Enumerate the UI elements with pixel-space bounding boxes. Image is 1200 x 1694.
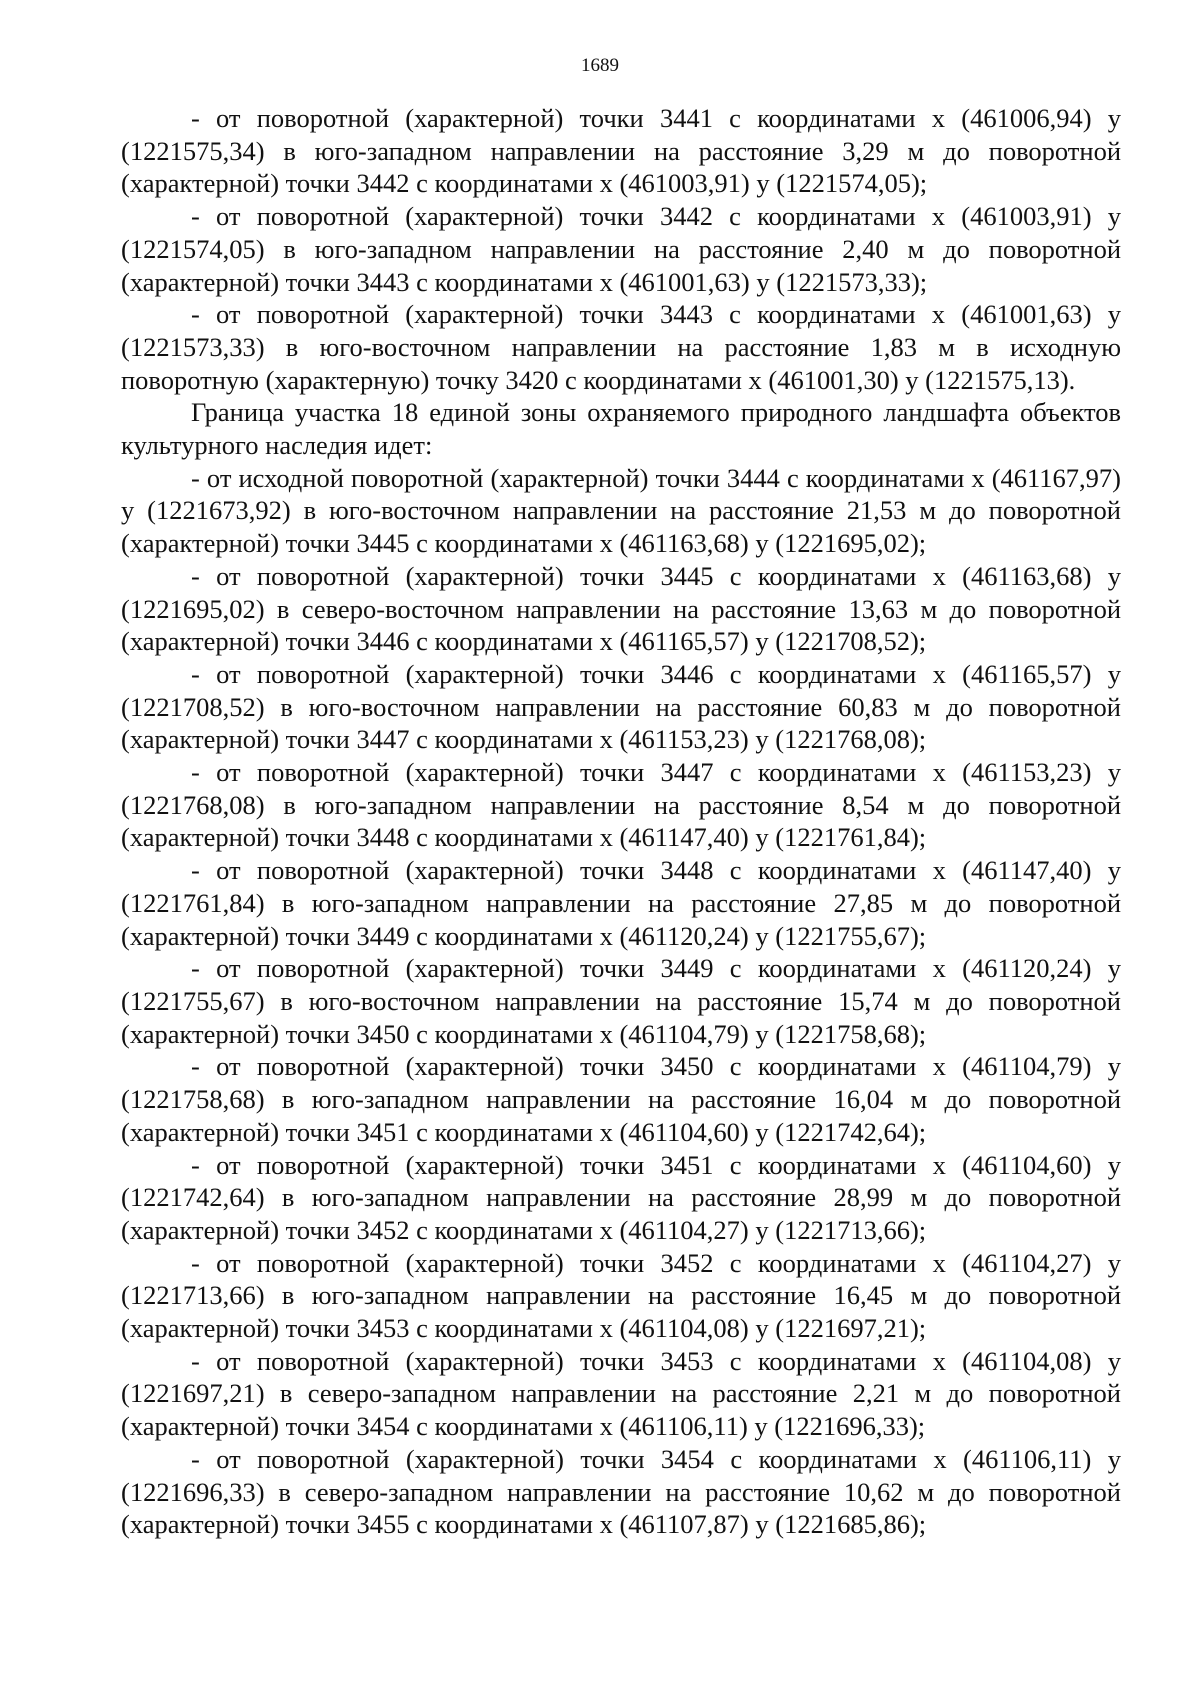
paragraph-point-3448: - от поворотной (характерной) точки 3448 с координатами х (461147,40) у (1221761,84) в юго-западном направлении на расстояние 27,85 м до поворотной (характерной) точки 3449 с координатами х (461120,24) у (1221755,67); — [121, 855, 1121, 951]
paragraph-section-18-intro: Граница участка 18 единой зоны охраняемого природного ландшафта объектов культурного наследия идет: — [121, 397, 1121, 461]
paragraph-point-3453: - от поворотной (характерной) точки 3453 с координатами х (461104,08) у (1221697,21) в северо-западном направлении на расстояние 2,21 м до поворотной (характерной) точки 3454 с координатами х (461106,11) у (1221696,33); — [121, 1345, 1121, 1442]
paragraph-point-3447: - от поворотной (характерной) точки 3447 с координатами х (461153,23) у (1221768,08) в юго-западном направлении на расстояние 8,54 м до поворотной (характерной) точки 3448 с координатами х (461147,40) у (1221761,84); — [121, 757, 1121, 853]
paragraph-point-3452: - от поворотной (характерной) точки 3452 с координатами х (461104,27) у (1221713,66) в юго-западном направлении на расстояние 16,45 м до поворотной (характерной) точки 3453 с координатами х (461104,08) у (1221697,21); — [121, 1247, 1121, 1344]
paragraph-point-3454: - от поворотной (характерной) точки 3454 с координатами х (461106,11) у (1221696,33) в северо-западном направлении на расстояние 10,62 м до поворотной (характерной) точки 3455 с координатами х (461107,87) у (1221685,86); — [121, 1443, 1121, 1540]
paragraph-point-3442: - от поворотной (характерной) точки 3442 с координатами х (461003,91) у (1221574,05) в юго-западном направлении на расстояние 2,40 м до поворотной (характерной) точки 3443 с координатами х (461001,63) у (1221573,33); — [121, 201, 1121, 297]
paragraph-point-3446: - от поворотной (характерной) точки 3446 с координатами х (461165,57) у (1221708,52) в юго-восточном направлении на расстояние 60,83 м до поворотной (характерной) точки 3447 с координатами х (461153,23) у (1221768,08); — [121, 658, 1121, 755]
page-number: 1689 — [581, 55, 619, 76]
paragraph-point-3441: - от поворотной (характерной) точки 3441 с координатами х (461006,94) у (1221575,34) в юго-западном направлении на расстояние 3,29 м до поворотной (характерной) точки 3442 с координатами х (461003,91) у (1221574,05); — [121, 103, 1121, 199]
paragraph-point-3445: - от поворотной (характерной) точки 3445 с координатами х (461163,68) у (1221695,02) в северо-восточном направлении на расстояние 13,63 м до поворотной (характерной) точки 3446 с координатами х (461165,57) у (1221708,52); — [121, 560, 1121, 657]
paragraph-point-3444: - от исходной поворотной (характерной) точки 3444 с координатами х (461167,97) у (1221673,92) в юго-восточном направлении на расстояние 21,53 м до поворотной (характерной) точки 3445 с координатами х (461163,68) у (1221695,02); — [121, 462, 1121, 559]
paragraph-point-3450: - от поворотной (характерной) точки 3450 с координатами х (461104,79) у (1221758,68) в юго-западном направлении на расстояние 16,04 м до поворотной (характерной) точки 3451 с координатами х (461104,60) у (1221742,64); — [121, 1051, 1121, 1147]
paragraph-point-3449: - от поворотной (характерной) точки 3449 с координатами х (461120,24) у (1221755,67) в юго-восточном направлении на расстояние 15,74 м до поворотной (характерной) точки 3450 с координатами х (461104,79) у (1221758,68); — [121, 953, 1121, 1049]
paragraph-point-3443: - от поворотной (характерной) точки 3443 с координатами х (461001,63) у (1221573,33) в юго-восточном направлении на расстояние 1,83 м в исходную поворотную (характерную) точку 3420 с координатами х (461001,30) у (1221575,13). — [121, 299, 1121, 395]
document-body — [121, 102, 1121, 1541]
paragraph-point-3451: - от поворотной (характерной) точки 3451 с координатами х (461104,60) у (1221742,64) в юго-западном направлении на расстояние 28,99 м до поворотной (характерной) точки 3452 с координатами х (461104,27) у (1221713,66); — [121, 1149, 1121, 1245]
